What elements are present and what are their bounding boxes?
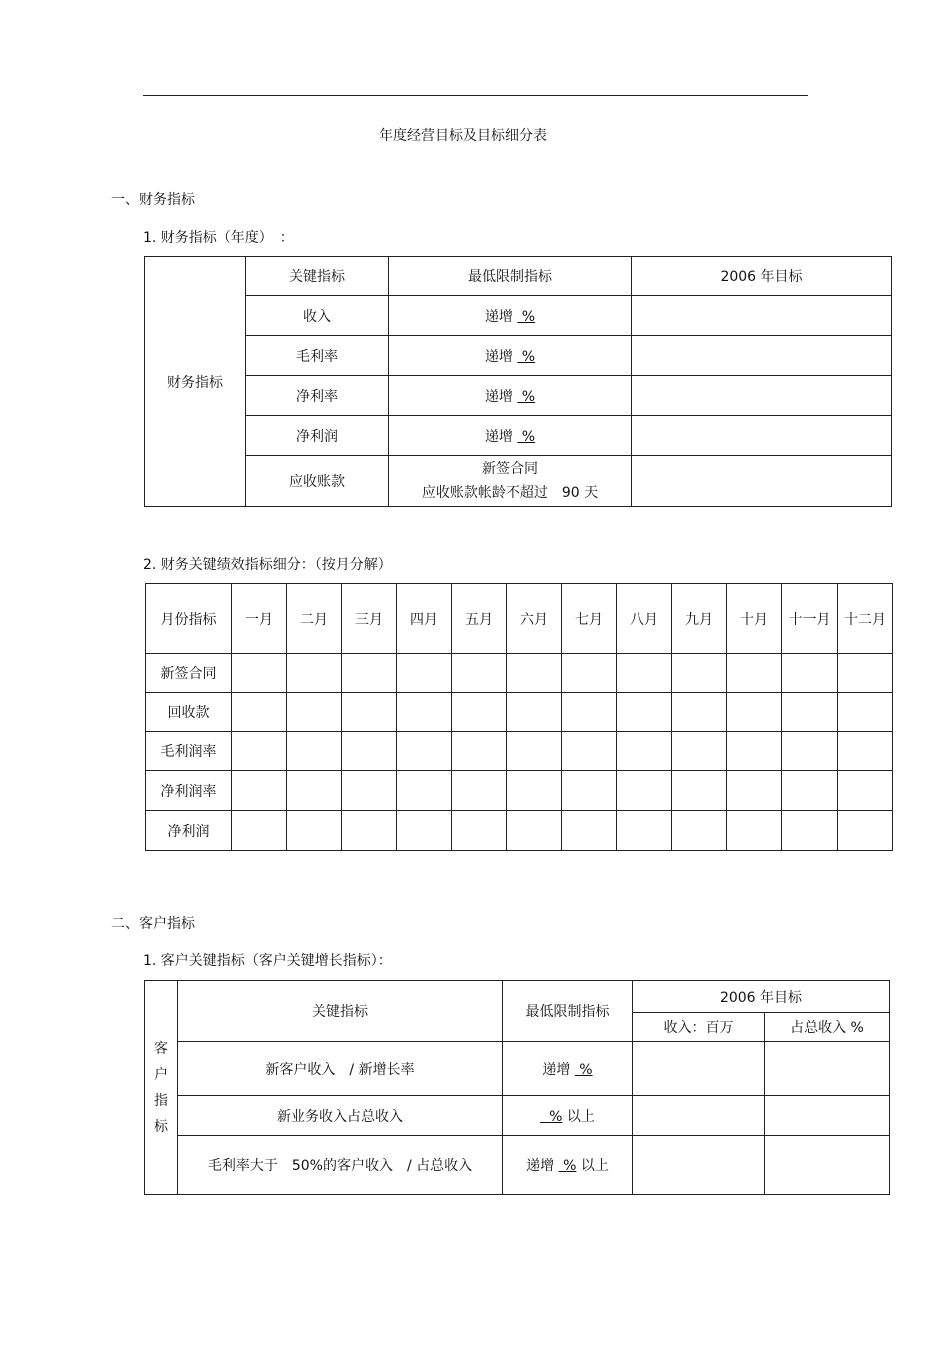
limit-cell: 递增 %: [503, 1042, 633, 1096]
table-row: [145, 336, 892, 376]
row-header-cell: 财务指标: [145, 257, 246, 507]
indicator-name: 净利润: [246, 416, 389, 456]
target-input-cell[interactable]: [632, 376, 892, 416]
customer-indicator-table: [144, 980, 890, 1195]
month-header: 八月: [617, 584, 672, 654]
month-header: 五月: [452, 584, 507, 654]
col-min-limit: 最低限制指标: [503, 981, 633, 1042]
share-input-cell[interactable]: [765, 1096, 890, 1136]
table-row: [145, 376, 892, 416]
target-input-cell[interactable]: [632, 296, 892, 336]
income-input-cell[interactable]: [633, 1042, 765, 1096]
section1-heading: 一、财务指标: [111, 192, 195, 208]
row-label: 新签合同: [146, 654, 232, 693]
indicator-name: 毛利率大于 50%的客户收入 / 占总收入: [178, 1136, 503, 1195]
month-header: 六月: [507, 584, 562, 654]
month-header: 十月: [727, 584, 782, 654]
share-input-cell[interactable]: [765, 1136, 890, 1195]
table-row: [146, 654, 893, 693]
income-input-cell[interactable]: [633, 1136, 765, 1195]
table-row: [145, 456, 892, 507]
limit-cell: % 以上: [503, 1096, 633, 1136]
table-row: [145, 1096, 890, 1136]
row-label: 净利润率: [146, 771, 232, 811]
limit-cell: 递增 %: [389, 296, 632, 336]
table-row: [145, 1042, 890, 1096]
month-header: 三月: [342, 584, 397, 654]
section1-sub1-heading: 1. 财务指标（年度） ：: [143, 230, 294, 246]
indicator-name: 应收账款: [246, 456, 389, 507]
income-input-cell[interactable]: [633, 1096, 765, 1136]
col-2006-target: 2006 年目标: [633, 981, 890, 1013]
target-input-cell[interactable]: [632, 456, 892, 507]
row-label: 净利润: [146, 811, 232, 851]
month-header: 七月: [562, 584, 617, 654]
limit-cell: 递增 %: [389, 416, 632, 456]
target-input-cell[interactable]: [632, 416, 892, 456]
limit-cell: 新签合同 应收账款帐龄不超过 90 天: [389, 456, 632, 507]
month-header: 一月: [232, 584, 287, 654]
monthly-breakdown-table: [145, 583, 893, 851]
col-income: 收入：百万: [633, 1013, 765, 1042]
month-header: 十一月: [782, 584, 838, 654]
col-key-indicator: 关键指标: [178, 981, 503, 1042]
row-label: 回收款: [146, 693, 232, 732]
col-2006-target: 2006 年目标: [632, 257, 892, 296]
customer-row-header: 客 户 指 标: [145, 981, 178, 1195]
page-title: 年度经营目标及目标细分表: [379, 128, 547, 144]
indicator-name: 新业务收入占总收入: [178, 1096, 503, 1136]
share-input-cell[interactable]: [765, 1042, 890, 1096]
corner-header: 月份指标: [146, 584, 232, 654]
month-header: 四月: [397, 584, 452, 654]
table-row: [146, 732, 893, 771]
limit-cell: 递增 %: [389, 376, 632, 416]
indicator-name: 收入: [246, 296, 389, 336]
limit-cell: 递增 %: [389, 336, 632, 376]
top-rule: [143, 95, 808, 96]
col-min-limit: 最低限制指标: [389, 257, 632, 296]
col-share: 占总收入 %: [765, 1013, 890, 1042]
table-row: [146, 771, 893, 811]
target-input-cell[interactable]: [632, 336, 892, 376]
table-row: [146, 693, 893, 732]
table-row: [145, 1136, 890, 1195]
table-row: [145, 296, 892, 336]
indicator-name: 毛利率: [246, 336, 389, 376]
indicator-name: 净利率: [246, 376, 389, 416]
table-row: [146, 811, 893, 851]
row-label: 毛利润率: [146, 732, 232, 771]
month-header: 九月: [672, 584, 727, 654]
section2-heading: 二、客户指标: [111, 916, 195, 932]
section2-sub1-heading: 1. 客户关键指标（客户关键增长指标）：: [143, 953, 392, 969]
section1-sub2-heading: 2. 财务关键绩效指标细分：（按月分解）: [143, 557, 392, 573]
month-header: 二月: [287, 584, 342, 654]
col-key-indicator: 关键指标: [246, 257, 389, 296]
table-row: [145, 416, 892, 456]
financial-annual-table: [144, 256, 892, 507]
month-header: 十二月: [838, 584, 893, 654]
indicator-name: 新客户收入 / 新增长率: [178, 1042, 503, 1096]
limit-cell: 递增 % 以上: [503, 1136, 633, 1195]
